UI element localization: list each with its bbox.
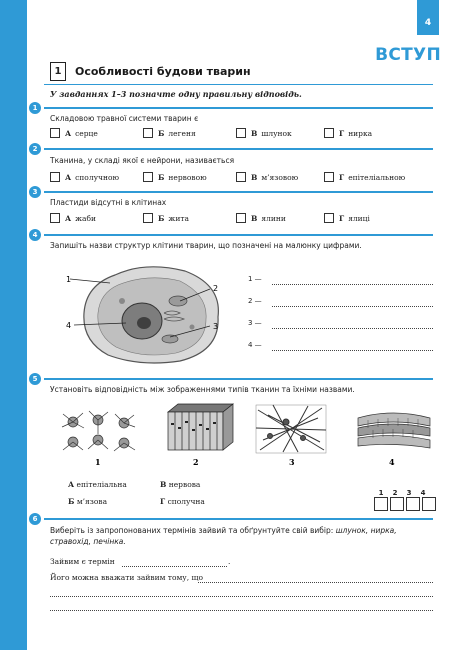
page-number: 4 bbox=[424, 18, 432, 28]
answer-label-2: 2 — bbox=[248, 297, 262, 305]
option-text: сполучною bbox=[75, 172, 120, 182]
task-1-option-b[interactable] bbox=[143, 128, 196, 138]
grid-cell-4[interactable] bbox=[422, 497, 436, 511]
instruction-text: У завданнях 1–3 позначте одну правильну відповідь. bbox=[50, 89, 302, 99]
option-text: серце bbox=[75, 128, 98, 138]
tissue-option-g bbox=[160, 497, 205, 506]
answer-line-4[interactable] bbox=[272, 350, 433, 351]
task-3-question: Пластиди відсутні в клітинах bbox=[50, 198, 167, 207]
mitochondrion bbox=[162, 335, 178, 343]
task-3-option-d[interactable] bbox=[324, 213, 370, 223]
option-text: жита bbox=[168, 213, 189, 223]
option-text: м’язовою bbox=[261, 172, 299, 182]
checkbox[interactable] bbox=[50, 213, 60, 223]
grid-cell-2[interactable] bbox=[390, 497, 404, 511]
task-number-5: 5 bbox=[29, 373, 41, 385]
grid-header-2: 2 bbox=[392, 489, 398, 497]
task-number-6: 6 bbox=[29, 513, 41, 525]
tissue-label-1: 1 bbox=[95, 457, 101, 467]
topic-underline bbox=[44, 84, 433, 85]
figure-label-1: 1 bbox=[66, 275, 72, 284]
mitochondrion bbox=[169, 296, 187, 306]
task-2-option-c[interactable] bbox=[236, 172, 298, 182]
task-2-option-a[interactable] bbox=[50, 172, 119, 182]
option-letter: А bbox=[68, 480, 75, 489]
tissue-image-2 bbox=[168, 404, 233, 450]
tissue-images bbox=[58, 400, 438, 470]
option-letter: А bbox=[65, 213, 72, 223]
task-6-line2-label: Його можна вважати зайвим тому, що bbox=[50, 573, 203, 582]
checkbox[interactable] bbox=[143, 213, 153, 223]
option-text: нервова bbox=[168, 480, 201, 489]
section-title: ВСТУП bbox=[375, 45, 441, 65]
tissue-label-3: 3 bbox=[289, 457, 295, 467]
task-divider bbox=[44, 191, 433, 193]
task-3-option-a[interactable] bbox=[50, 213, 96, 223]
tissue-image-1 bbox=[62, 411, 135, 451]
page-number-tab bbox=[417, 0, 439, 35]
task-divider bbox=[44, 148, 433, 150]
topic-number-box: 1 bbox=[50, 62, 66, 81]
answer-grid bbox=[374, 489, 438, 511]
option-letter: Б bbox=[68, 497, 75, 506]
grid-header-4: 4 bbox=[420, 489, 426, 497]
answer-line-3[interactable] bbox=[272, 328, 433, 329]
task-6-answer-line-2[interactable] bbox=[198, 582, 433, 583]
checkbox[interactable] bbox=[324, 172, 334, 182]
option-text: нервовою bbox=[168, 172, 207, 182]
checkbox[interactable] bbox=[50, 172, 60, 182]
task-6-line1-end: . bbox=[228, 557, 231, 566]
option-letter: Б bbox=[158, 213, 165, 223]
task-4-question: Запишіть назви структур клітини тварин, що позначені на малюнку цифрами. bbox=[50, 241, 362, 250]
tissue-label-2: 2 bbox=[193, 457, 199, 467]
animal-cell-figure bbox=[60, 255, 230, 370]
option-text: епітеліальною bbox=[348, 172, 406, 182]
task-divider bbox=[44, 234, 433, 236]
task-number-3: 3 bbox=[29, 186, 41, 198]
task-5-question: Установіть відповідність між зображеннями типів тканин та їхніми назвами. bbox=[50, 385, 355, 394]
task-2-option-d[interactable] bbox=[324, 172, 405, 182]
tissue-image-3 bbox=[256, 405, 326, 453]
grid-cell-1[interactable] bbox=[374, 497, 388, 511]
option-text: епітеліальна bbox=[76, 480, 127, 489]
tissue-option-b bbox=[68, 497, 107, 506]
left-margin-strip bbox=[0, 0, 27, 650]
option-text: шлунок bbox=[261, 128, 292, 138]
checkbox[interactable] bbox=[143, 128, 153, 138]
task-6-answer-line-4[interactable] bbox=[50, 610, 433, 611]
task-6-answer-line-1[interactable] bbox=[122, 566, 227, 567]
option-letter: Г bbox=[160, 497, 166, 506]
task-1-option-d[interactable] bbox=[324, 128, 372, 138]
task-6-answer-line-3[interactable] bbox=[50, 596, 433, 597]
task-6-question-text: Виберіть із запропонованих термінів зайвий та обґрунтуйте свій вибір: bbox=[50, 526, 336, 535]
option-text: сполучна bbox=[167, 497, 205, 506]
nucleolus bbox=[137, 317, 151, 329]
option-letter: В bbox=[251, 213, 258, 223]
option-letter: В bbox=[251, 172, 258, 182]
checkbox[interactable] bbox=[236, 128, 246, 138]
checkbox[interactable] bbox=[50, 128, 60, 138]
answer-line-1[interactable] bbox=[272, 284, 433, 285]
option-letter: Г bbox=[339, 172, 345, 182]
option-letter: Б bbox=[158, 128, 165, 138]
checkbox[interactable] bbox=[324, 128, 334, 138]
checkbox[interactable] bbox=[143, 172, 153, 182]
option-letter: А bbox=[65, 128, 72, 138]
tissue-image-4 bbox=[358, 413, 430, 448]
checkbox[interactable] bbox=[236, 172, 246, 182]
tissue-label-4: 4 bbox=[389, 457, 395, 467]
option-letter: Г bbox=[339, 213, 345, 223]
figure-label-4: 4 bbox=[66, 321, 72, 330]
figure-label-3: 3 bbox=[213, 322, 219, 331]
option-text: нирка bbox=[348, 128, 373, 138]
grid-cell-3[interactable] bbox=[406, 497, 420, 511]
task-1-option-c[interactable] bbox=[236, 128, 292, 138]
task-2-question: Тканина, у складі якої є нейрони, називається bbox=[50, 156, 235, 165]
tissue-option-a bbox=[68, 480, 127, 489]
vesicle bbox=[119, 298, 125, 304]
grid-header-3: 3 bbox=[406, 489, 412, 497]
task-1-question: Складовою травної системи тварин є bbox=[50, 114, 199, 123]
option-letter: В bbox=[160, 480, 167, 489]
option-letter: Г bbox=[339, 128, 345, 138]
task-6-question bbox=[50, 525, 430, 547]
checkbox[interactable] bbox=[324, 213, 334, 223]
option-text: ялини bbox=[261, 213, 286, 223]
answer-line-2[interactable] bbox=[272, 306, 433, 307]
option-letter: Б bbox=[158, 172, 165, 182]
option-text: ялиці bbox=[348, 213, 370, 223]
task-6-terms: шлунок, нирка, стравохід, печінка. bbox=[50, 526, 397, 546]
grid-header-1: 1 bbox=[378, 489, 384, 497]
option-text: м’язова bbox=[76, 497, 108, 506]
option-letter: В bbox=[251, 128, 258, 138]
checkbox[interactable] bbox=[236, 213, 246, 223]
task-number-4: 4 bbox=[29, 229, 41, 241]
task-6-line1-label: Зайвим є термін bbox=[50, 557, 115, 566]
task-divider bbox=[44, 518, 433, 520]
vesicle bbox=[190, 325, 195, 330]
figure-label-2: 2 bbox=[213, 284, 219, 293]
task-divider bbox=[44, 107, 433, 109]
option-text: жаби bbox=[75, 213, 96, 223]
task-3-option-b[interactable] bbox=[143, 213, 189, 223]
topic-title: Особливості будови тварин bbox=[75, 65, 251, 78]
answer-label-1: 1 — bbox=[248, 275, 262, 283]
task-3-option-c[interactable] bbox=[236, 213, 286, 223]
task-number-2: 2 bbox=[29, 143, 41, 155]
option-letter: А bbox=[65, 172, 72, 182]
task-divider bbox=[44, 378, 433, 380]
task-number-1: 1 bbox=[29, 102, 41, 114]
answer-label-3: 3 — bbox=[248, 319, 262, 327]
task-1-option-a[interactable] bbox=[50, 128, 98, 138]
task-2-option-b[interactable] bbox=[143, 172, 207, 182]
answer-label-4: 4 — bbox=[248, 341, 262, 349]
tissue-option-v bbox=[160, 480, 200, 489]
option-text: легеня bbox=[168, 128, 196, 138]
